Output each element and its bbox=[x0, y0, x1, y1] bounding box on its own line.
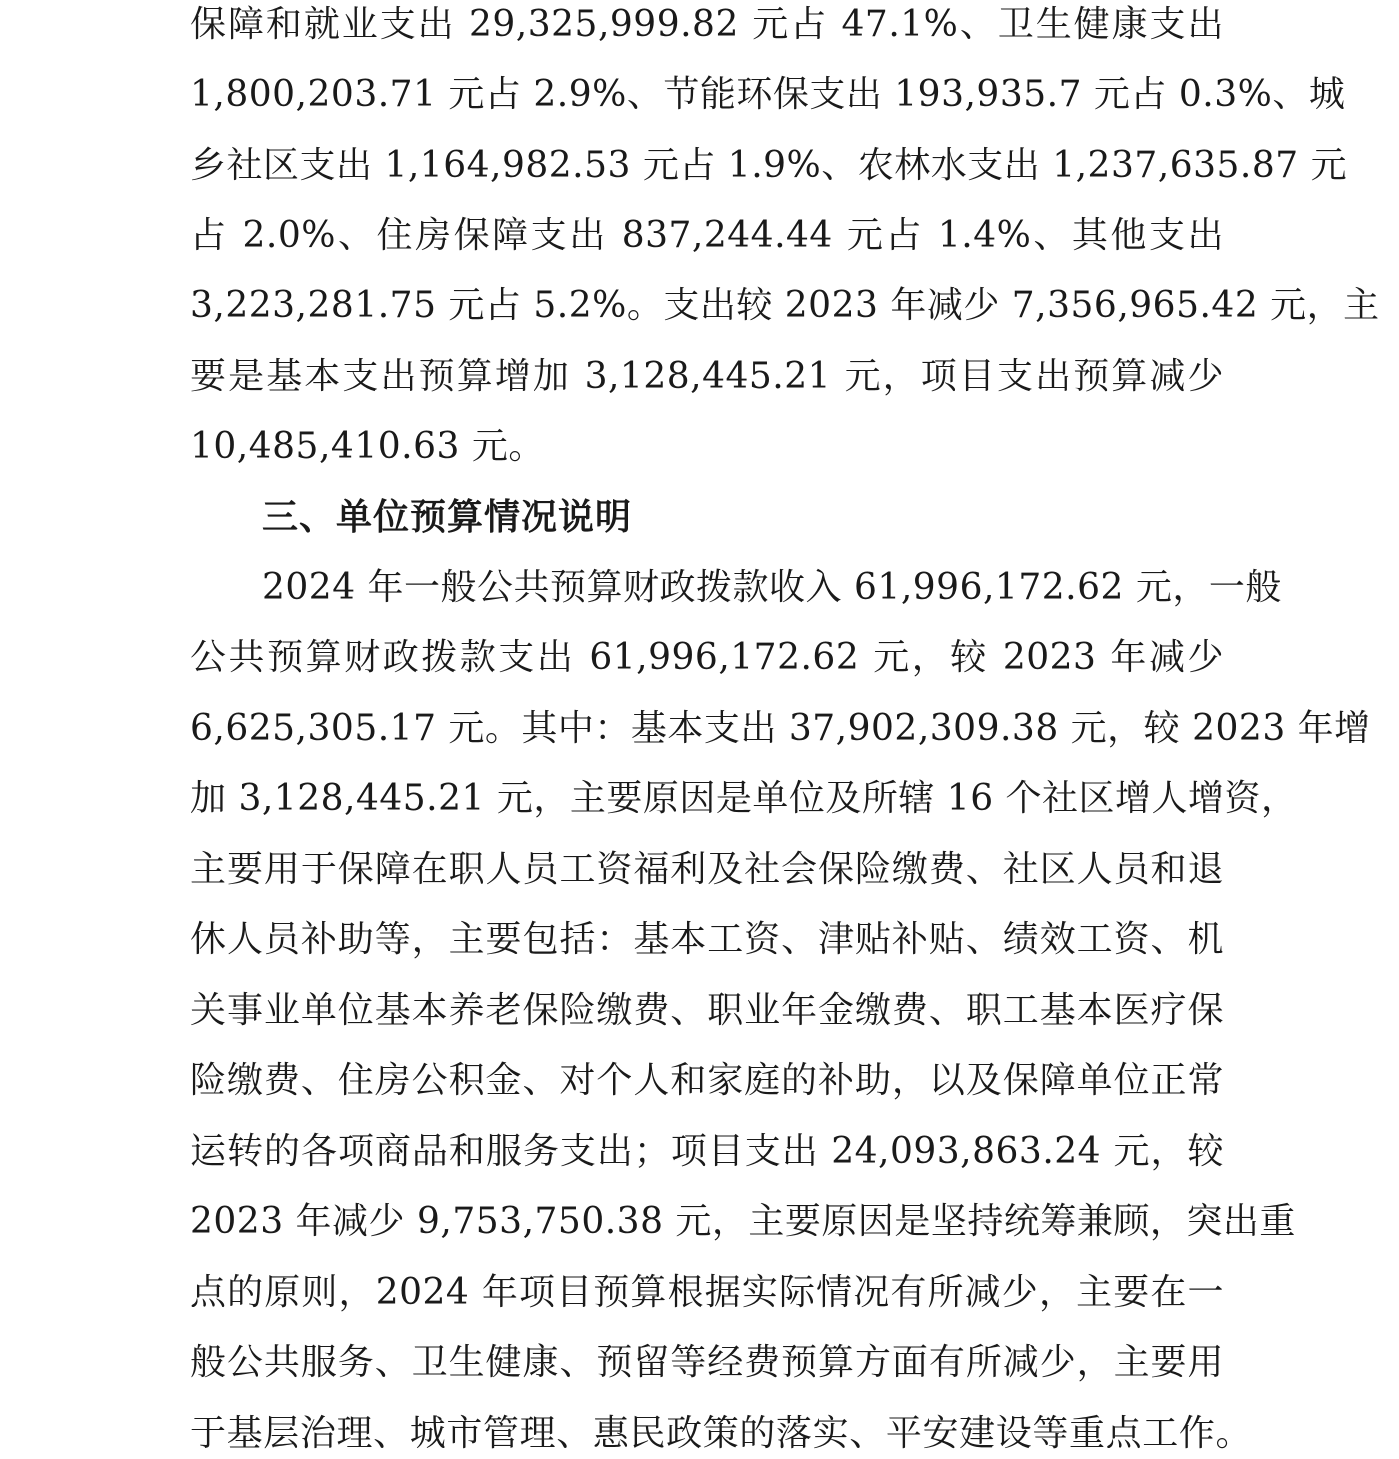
paragraph-line: 2024 年一般公共预算财政拨款收入 61,996,172.62 元，一般 bbox=[262, 567, 1282, 608]
paragraph-line: 保障和就业支出 29,325,999.82 元占 47.1%、卫生健康支出 bbox=[190, 4, 1224, 45]
paragraph-line: 3,223,281.75 元占 5.2%。支出较 2023 年减少 7,356,965.42 元，主 bbox=[190, 285, 1380, 326]
paragraph-line: 1,800,203.71 元占 2.9%、节能环保支出 193,935.7 元占 0.3%、城 bbox=[190, 74, 1346, 115]
paragraph-line: 公共预算财政拨款支出 61,996,172.62 元，较 2023 年减少 bbox=[190, 637, 1224, 678]
paragraph-line: 于基层治理、城市管理、惠民政策的落实、平安建设等重点工作。 bbox=[190, 1413, 1252, 1454]
paragraph-line: 要是基本支出预算增加 3,128,445.21 元，项目支出预算减少 bbox=[190, 356, 1224, 397]
paragraph-line: 点的原则，2024 年项目预算根据实际情况有所减少，主要在一 bbox=[190, 1272, 1224, 1313]
paragraph-line: 关事业单位基本养老保险缴费、职业年金缴费、职工基本医疗保 bbox=[190, 990, 1224, 1031]
paragraph-line: 占 2.0%、住房保障支出 837,244.44 元占 1.4%、其他支出 bbox=[190, 215, 1224, 256]
paragraph-line: 乡社区支出 1,164,982.53 元占 1.9%、农林水支出 1,237,635.87 元 bbox=[190, 145, 1348, 186]
paragraph-line: 险缴费、住房公积金、对个人和家庭的补助，以及保障单位正常 bbox=[190, 1060, 1224, 1101]
paragraph-line: 6,625,305.17 元。其中：基本支出 37,902,309.38 元，较 2023 年增 bbox=[190, 708, 1371, 749]
paragraph-line: 主要用于保障在职人员工资福利及社会保险缴费、社区人员和退 bbox=[190, 849, 1224, 890]
paragraph-line: 10,485,410.63 元。 bbox=[190, 426, 545, 467]
paragraph-line: 2023 年减少 9,753,750.38 元，主要原因是坚持统筹兼顾，突出重 bbox=[190, 1201, 1296, 1242]
paragraph-line: 般公共服务、卫生健康、预留等经费预算方面有所减少，主要用 bbox=[190, 1342, 1224, 1383]
section-heading: 三、单位预算情况说明 bbox=[262, 496, 633, 538]
paragraph-line: 加 3,128,445.21 元，主要原因是单位及所辖 16 个社区增人增资， bbox=[190, 778, 1298, 819]
paragraph-line: 休人员补助等，主要包括：基本工资、津贴补贴、绩效工资、机 bbox=[190, 919, 1224, 960]
paragraph-line: 运转的各项商品和服务支出；项目支出 24,093,863.24 元，较 bbox=[190, 1131, 1224, 1172]
